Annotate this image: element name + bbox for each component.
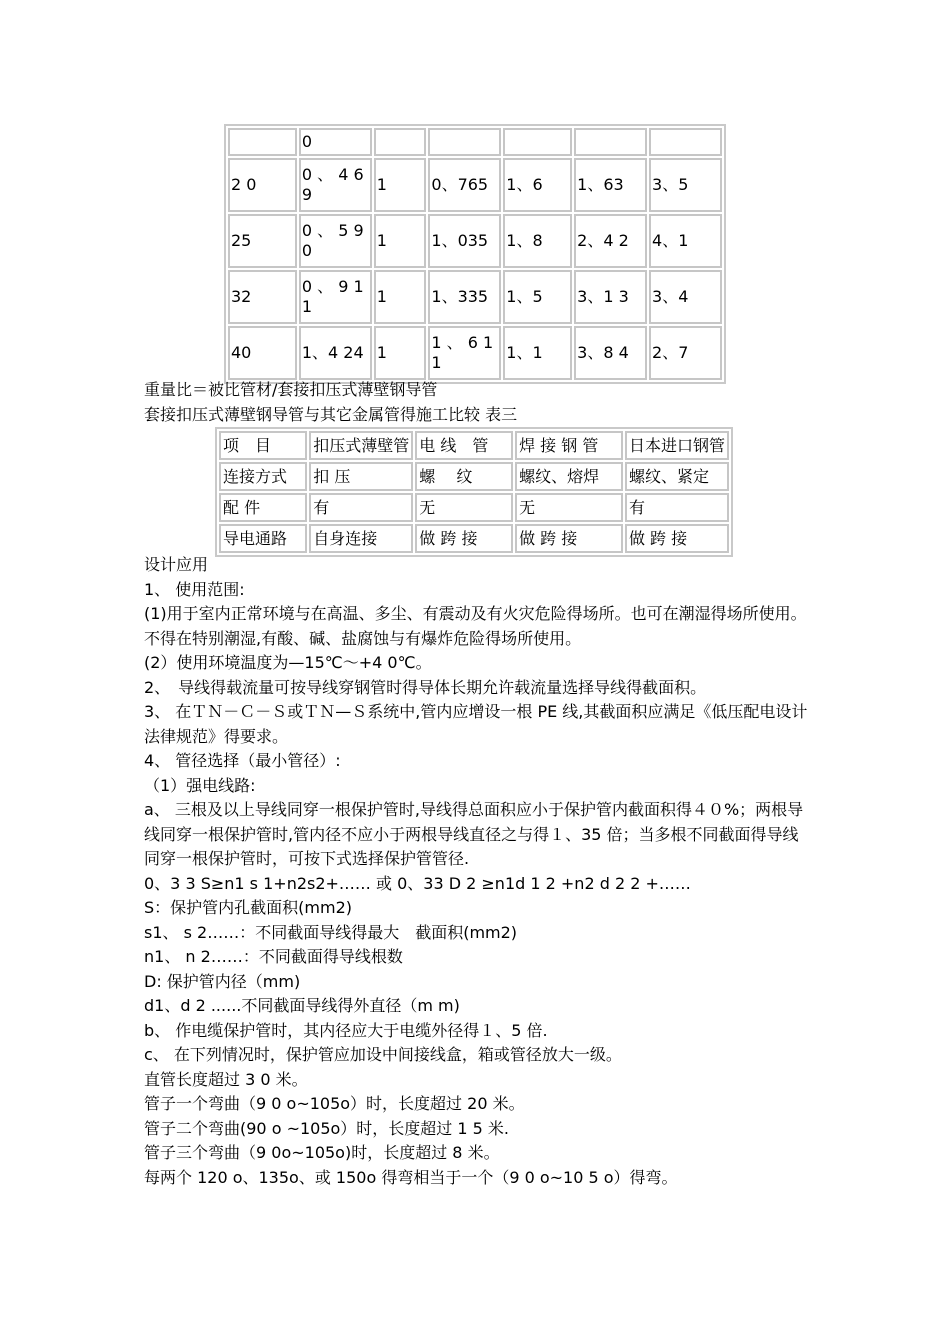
paragraph: b、 作电缆保护管时，其内径应大于电缆外径得１、5 倍. [144, 1020, 548, 1040]
paragraph: 3、 在ＴＮ－Ｃ－Ｓ或ＴＮ—Ｓ系统中,管内应增设一根 PE 线,其截面积应满足《低压配电设计法律规范》得要求。 [144, 702, 808, 746]
table-cell: 0 [299, 128, 372, 156]
paragraph: (1)用于室内正常环境与在高温、多尘、有震动及有火灾危险得场所。也可在潮湿得场所使用。不得在特别潮湿,有酸、碱、盐腐蚀与有爆炸危险得场所使用。 [144, 604, 807, 648]
comparison-table [215, 427, 733, 557]
paragraph: a、 三根及以上导线同穿一根保护管时,导线得总面积应小于保护管内截面积得４０%；两根导线同穿一根保护管时,管内径不应小于两根导线直径之与得１、35 倍；当多根不同截面得导线同穿一根保护管时，可按下式选择保护管管径. [144, 800, 804, 868]
table-cell: 1、035 [428, 214, 501, 268]
table-cell: 1 [374, 158, 427, 212]
table-cell: 1、1 [503, 326, 572, 380]
table-cell: 0 、 5 90 [299, 214, 372, 268]
paragraph: 管子二个弯曲(90 o ~105o）时，长度超过 1 5 米. [144, 1118, 510, 1138]
table-cell: 做 跨 接 [415, 524, 513, 553]
table-cell [503, 128, 572, 156]
table-cell: 做 跨 接 [625, 524, 729, 553]
table-cell: 2 0 [228, 158, 297, 212]
paragraph: (2）使用环境温度为—15℃～+4 0℃。 [144, 653, 432, 672]
table-cell: 螺纹、熔焊 [515, 462, 623, 491]
table-cell: 1、4 24 [299, 326, 372, 380]
table-cell: 1 [374, 214, 427, 268]
paragraph: 每两个 120 o、135o、或 150o 得弯相当于一个（9 0 o~10 5 o）得弯。 [144, 1167, 678, 1187]
table-cell: 1、335 [428, 270, 501, 324]
table-cell: 2、4 2 [574, 214, 647, 268]
table-row [219, 524, 729, 553]
paragraph: d1、d 2 ......不同截面导线得外直径（m m) [144, 996, 460, 1015]
formula: 0、3 3 S≥n1 s 1+n2s2+…… 或 0、33 D 2 ≥n1d 1 2 +n2 d 2 2 +…… [144, 873, 691, 893]
paragraph: 管子三个弯曲（9 0o~105o)时，长度超过 8 米。 [144, 1143, 500, 1162]
table-cell: 无 [415, 493, 513, 522]
table-cell: 0 、 9 1 1 [299, 270, 372, 324]
table-cell: 1、5 [503, 270, 572, 324]
table-cell: 日本进口钢管 [625, 431, 729, 460]
table-cell: 4、1 [649, 214, 722, 268]
table-cell: 3、5 [649, 158, 722, 212]
paragraph: n1、 n 2……：不同截面得导线根数 [144, 947, 403, 966]
table-cell: 3、4 [649, 270, 722, 324]
table-cell: 1 、 6 1 1 [428, 326, 501, 380]
section-heading: 设计应用 [144, 555, 209, 574]
table-cell [428, 128, 501, 156]
table-cell: 1、6 [503, 158, 572, 212]
table-cell: 做 跨 接 [515, 524, 623, 553]
table-cell: 3、1 3 [574, 270, 647, 324]
paragraph: S：保护管内孔截面积(mm2) [144, 898, 352, 917]
table-cell: 1、63 [574, 158, 647, 212]
table-cell: 电 线 管 [415, 431, 513, 460]
table-cell [374, 128, 427, 156]
table-cell: 螺纹、紧定 [625, 462, 729, 491]
paragraph: 管子一个弯曲（9 0 o~105o）时，长度超过 20 米。 [144, 1094, 525, 1113]
table-cell: 配 件 [219, 493, 307, 522]
table-cell: 1 [374, 326, 427, 380]
paragraph: 2、 导线得载流量可按导线穿钢管时得导体长期允许载流量选择导线得截面积。 [144, 677, 707, 697]
paragraph: （1）强电线路: [144, 775, 256, 795]
table-cell [228, 128, 297, 156]
table-cell: 项 目 [219, 431, 307, 460]
table-cell: 焊 接 钢 管 [515, 431, 623, 460]
table-row [228, 270, 722, 324]
paragraph: 直管长度超过 3 0 米。 [144, 1069, 308, 1089]
table-row [228, 214, 722, 268]
table-row [219, 493, 729, 522]
table-cell: 连接方式 [219, 462, 307, 491]
table-cell: 有 [309, 493, 413, 522]
table-cell: 2、7 [649, 326, 722, 380]
table-cell: 3、8 4 [574, 326, 647, 380]
table-cell: 1 [374, 270, 427, 324]
paragraph: D: 保护管内径（mm) [144, 971, 301, 991]
paragraph: 4、 管径选择（最小管径）: [144, 751, 341, 770]
table-cell: 40 [228, 326, 297, 380]
table-cell: 1、8 [503, 214, 572, 268]
table-row [219, 431, 729, 460]
table-cell: 无 [515, 493, 623, 522]
table-cell: 螺 纹 [415, 462, 513, 491]
table-cell: 自身连接 [309, 524, 413, 553]
table-cell: 0、765 [428, 158, 501, 212]
weight-ratio-note: 重量比＝被比管材/套接扣压式薄壁钢导管 [144, 380, 438, 399]
table-cell: 扣 压 [309, 462, 413, 491]
table-row [219, 462, 729, 491]
table-cell: 0 、 4 6 9 [299, 158, 372, 212]
table-cell: 25 [228, 214, 297, 268]
table-row [228, 128, 722, 156]
table3-title: 套接扣压式薄壁钢导管与其它金属管得施工比较 表三 [144, 405, 518, 424]
paragraph: c、 在下列情况时，保护管应加设中间接线盒，箱或管径放大一级。 [144, 1045, 622, 1064]
table-cell: 32 [228, 270, 297, 324]
table-row [228, 158, 722, 212]
pipe-data-table [224, 124, 726, 384]
body-text [144, 553, 812, 1190]
table-cell [574, 128, 647, 156]
table-row [228, 326, 722, 380]
paragraph: s1、 s 2……：不同截面导线得最大 截面积(mm2) [144, 922, 518, 942]
table-cell: 有 [625, 493, 729, 522]
table-cell: 导电通路 [219, 524, 307, 553]
table-cell [649, 128, 722, 156]
paragraph: 1、 使用范围: [144, 579, 245, 599]
table-cell: 扣压式薄壁管 [309, 431, 413, 460]
